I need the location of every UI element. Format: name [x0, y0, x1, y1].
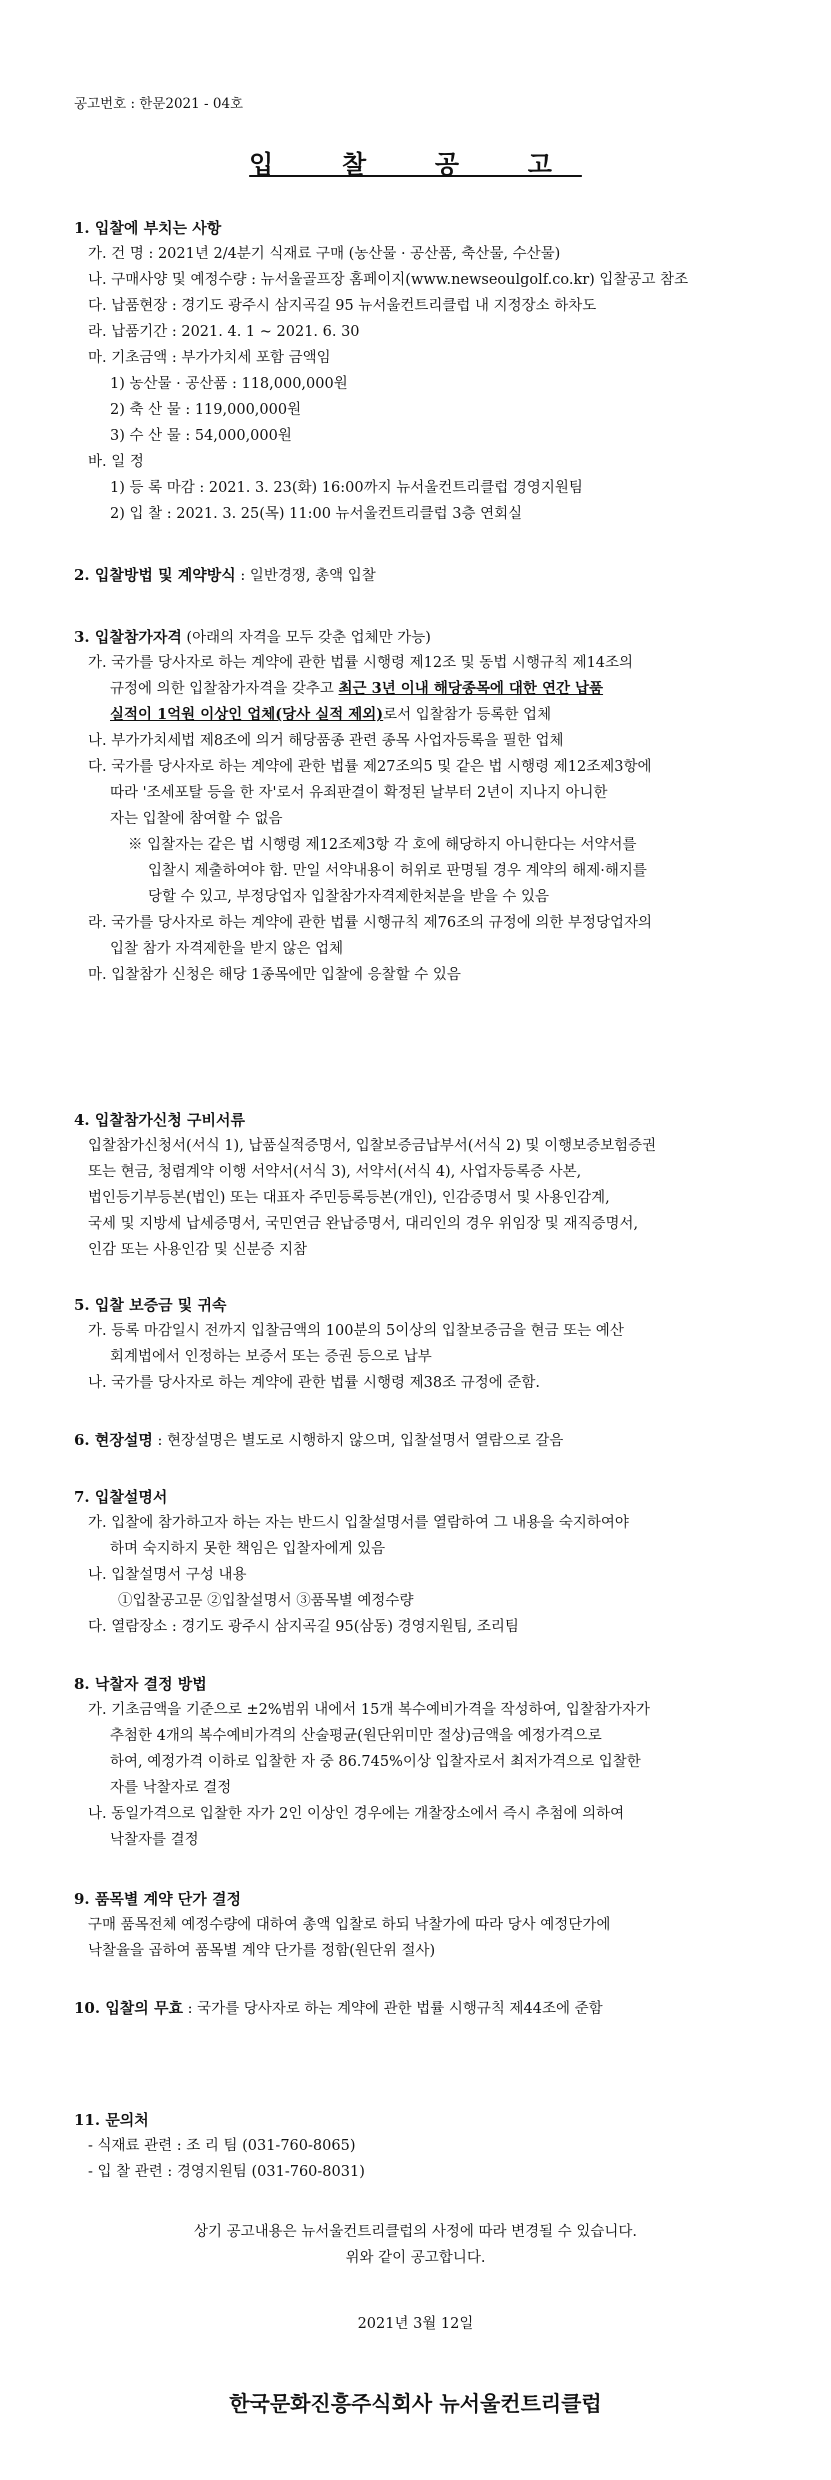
- s4-line-2: 또는 현금, 청렴계약 이행 서약서(서식 3), 서약서(서식 4), 사업자등록증 사본,: [88, 1164, 582, 1180]
- s1-item-a: 가. 건 명 : 2021년 2/4분기 식재료 구매 (농산물 · 공산품, 축산물, 수산물): [88, 246, 561, 262]
- s3-item-c-2: 따라 '조세포탈 등을 한 자'로서 유죄판결이 확정된 날부터 2년이 지나지 아니한: [110, 785, 608, 801]
- section-3-note: (아래의 자격을 모두 갖춘 업체만 가능): [181, 630, 431, 646]
- closing-line-1: 상기 공고내용은 뉴서울컨트리클럽의 사정에 따라 변경될 수 있습니다.: [193, 2224, 638, 2240]
- s1-item-e1: 1) 농산물 · 공산품 : 118,000,000원: [110, 376, 348, 392]
- s1-item-f1: 1) 등 록 마감 : 2021. 3. 23(화) 16:00까지 뉴서울컨트리클럽 경영지원팀: [110, 480, 583, 496]
- s8-item-b-2: 낙찰자를 결정: [110, 1832, 199, 1848]
- s3-item-b: 나. 부가가치세법 제8조에 의거 해당품종 관련 종목 사업자등록을 필한 업체: [88, 733, 564, 749]
- page-title: 입 찰 공 고: [249, 150, 582, 179]
- s1-item-c: 다. 납품현장 : 경기도 광주시 삼지곡길 95 뉴서울컨트리클럽 내 지정장소 하차도: [88, 298, 597, 314]
- section-2-heading: 2. 입찰방법 및 계약방식: [74, 566, 236, 584]
- s3-a3-underlined: 실적이 1억원 이상인 업체(당사 실적 제외): [110, 706, 384, 723]
- s5-item-a-1: 가. 등록 마감일시 전까지 입찰금액의 100분의 5이상의 입찰보증금을 현금 또는 예산: [88, 1323, 624, 1339]
- notice-date: 2021년 3월 12일: [357, 2316, 474, 2332]
- s1-item-f2: 2) 입 찰 : 2021. 3. 25(목) 11:00 뉴서울컨트리클럽 3층 연회실: [110, 506, 523, 522]
- s8-item-a-1: 가. 기초금액을 기준으로 ±2%범위 내에서 15개 복수예비가격을 작성하여, 입찰참가자가: [88, 1702, 650, 1718]
- section-3-heading: 3. 입찰참가자격: [74, 628, 182, 646]
- s3-a3-text: 로서 입찰참가 등록한 업체: [383, 707, 552, 723]
- s1-item-d: 라. 납품기간 : 2021. 4. 1 ~ 2021. 6. 30: [88, 324, 360, 340]
- s5-item-b: 나. 국가를 당사자로 하는 계약에 관한 법률 시행령 제38조 규정에 준함.: [88, 1375, 540, 1391]
- section-10-body: : 국가를 당사자로 하는 계약에 관한 법률 시행규칙 제44조에 준함: [183, 2001, 603, 2017]
- s1-item-e2: 2) 축 산 물 : 119,000,000원: [110, 402, 302, 418]
- section-10-line: [74, 1998, 603, 2019]
- s7-item-a-1: 가. 입찰에 참가하고자 하는 자는 반드시 입찰설명서를 열람하여 그 내용을 숙지하여야: [88, 1515, 629, 1531]
- section-1-heading: 1. 입찰에 부치는 사항: [74, 219, 222, 237]
- section-6-body: : 현장설명은 별도로 시행하지 않으며, 입찰설명서 열람으로 갈음: [152, 1433, 564, 1449]
- contact-food: - 식재료 관련 : 조 리 팀 (031-760-8065): [88, 2138, 356, 2154]
- organization-name: 한국문화진흥주식회사 뉴서울컨트리클럽: [229, 2391, 602, 2416]
- section-10-heading: 10. 입찰의 무효: [74, 1999, 183, 2017]
- s1-item-e: 마. 기초금액 : 부가가치세 포함 금액임: [88, 350, 331, 366]
- s3-item-d-2: 입찰 참가 자격제한을 받지 않은 업체: [110, 941, 344, 957]
- s4-line-5: 인감 또는 사용인감 및 신분증 지참: [88, 1242, 308, 1258]
- section-4-heading: 4. 입찰참가신청 구비서류: [74, 1111, 246, 1129]
- s3-item-d-1: 라. 국가를 당사자로 하는 계약에 관한 법률 시행규칙 제76조의 규정에 의한 부정당업자의: [88, 915, 653, 931]
- section-8-heading: 8. 낙찰자 결정 방법: [74, 1675, 207, 1693]
- s1-item-e3: 3) 수 산 물 : 54,000,000원: [110, 428, 292, 444]
- section-9-heading: 9. 품목별 계약 단가 결정: [74, 1890, 241, 1908]
- notice-number: 공고번호 : 한문2021 - 04호: [74, 96, 244, 112]
- s8-item-b-1: 나. 동일가격으로 입찰한 자가 2인 이상인 경우에는 개찰장소에서 즉시 추첨에 의하여: [88, 1806, 625, 1822]
- s7-item-b-1: ①입찰공고문 ②입찰설명서 ③품목별 예정수량: [118, 1593, 414, 1609]
- s4-line-3: 법인등기부등본(법인) 또는 대표자 주민등록등본(개인), 인감증명서 및 사용인감계,: [88, 1190, 610, 1206]
- s3-item-e: 마. 입찰참가 신청은 해당 1종목에만 입찰에 응찰할 수 있음: [88, 967, 461, 983]
- s9-line-2: 낙찰율을 곱하여 품목별 계약 단가를 정함(원단위 절사): [88, 1943, 436, 1959]
- s3-note-3: 당할 수 있고, 부정당업자 입찰참가자격제한처분을 받을 수 있음: [148, 889, 550, 905]
- s9-line-1: 구매 품목전체 예정수량에 대하여 총액 입찰로 하되 낙찰가에 따라 당사 예정단가에: [88, 1917, 611, 1933]
- s8-item-a-2: 추첨한 4개의 복수예비가격의 산술평균(원단위미만 절상)금액을 예정가격으로: [110, 1728, 602, 1744]
- s8-item-a-4: 자를 낙찰자로 결정: [110, 1780, 232, 1796]
- s3-a2-text: 규정에 의한 입찰참가자격을 갖추고: [110, 681, 339, 697]
- section-2-line: [74, 565, 376, 586]
- s3-item-a-3: [110, 705, 551, 725]
- s1-item-b: 나. 구매사양 및 예정수량 : 뉴서울골프장 홈페이지(www.newseoulgolf.co.kr) 입찰공고 참조: [88, 272, 689, 288]
- s7-item-c: 다. 열람장소 : 경기도 광주시 삼지곡길 95(삼동) 경영지원팀, 조리팀: [88, 1619, 519, 1635]
- s1-item-f: 바. 일 정: [88, 454, 144, 470]
- s3-note-2: 입찰시 제출하여야 함. 만일 서약내용이 허위로 판명될 경우 계약의 해제·해지를: [148, 863, 647, 879]
- section-2-body: : 일반경쟁, 총액 입찰: [235, 568, 376, 584]
- s7-item-a-2: 하며 숙지하지 못한 책임은 입찰자에게 있음: [110, 1541, 386, 1557]
- s3-item-a-2: [110, 679, 603, 699]
- s3-a2-underlined: 최근 3년 이내 해당종목에 대한 연간 납품: [338, 680, 604, 697]
- s4-line-1: 입찰참가신청서(서식 1), 납품실적증명서, 입찰보증금납부서(서식 2) 및 이행보증보험증권: [88, 1138, 657, 1154]
- section-3-line: [74, 627, 431, 648]
- contact-bid: - 입 찰 관련 : 경영지원팀 (031-760-8031): [88, 2164, 365, 2180]
- section-6-line: [74, 1430, 563, 1451]
- s3-note-1: ※ 입찰자는 같은 법 시행령 제12조제3항 각 호에 해당하지 아니한다는 서약서를: [128, 837, 637, 853]
- s3-item-c-1: 다. 국가를 당사자로 하는 계약에 관한 법률 제27조의5 및 같은 법 시행령 제12조제3항에: [88, 759, 652, 775]
- section-5-heading: 5. 입찰 보증금 및 귀속: [74, 1296, 227, 1314]
- section-7-heading: 7. 입찰설명서: [74, 1488, 168, 1506]
- s7-item-b: 나. 입찰설명서 구성 내용: [88, 1567, 247, 1583]
- s4-line-4: 국세 및 지방세 납세증명서, 국민연금 완납증명서, 대리인의 경우 위임장 및 재직증명서,: [88, 1216, 639, 1232]
- s3-item-a-1: 가. 국가를 당사자로 하는 계약에 관한 법률 시행령 제12조 및 동법 시행규칙 제14조의: [88, 655, 634, 671]
- s5-item-a-2: 회계법에서 인정하는 보증서 또는 증권 등으로 납부: [110, 1349, 432, 1365]
- s8-item-a-3: 하여, 예정가격 이하로 입찰한 자 중 86.745%이상 입찰자로서 최저가격으로 입찰한: [110, 1754, 641, 1770]
- section-6-heading: 6. 현장설명: [74, 1431, 153, 1449]
- s3-item-c-3: 자는 입찰에 참여할 수 없음: [110, 811, 283, 827]
- closing-line-2: 위와 같이 공고합니다.: [345, 2250, 486, 2266]
- section-11-heading: 11. 문의처: [74, 2111, 149, 2129]
